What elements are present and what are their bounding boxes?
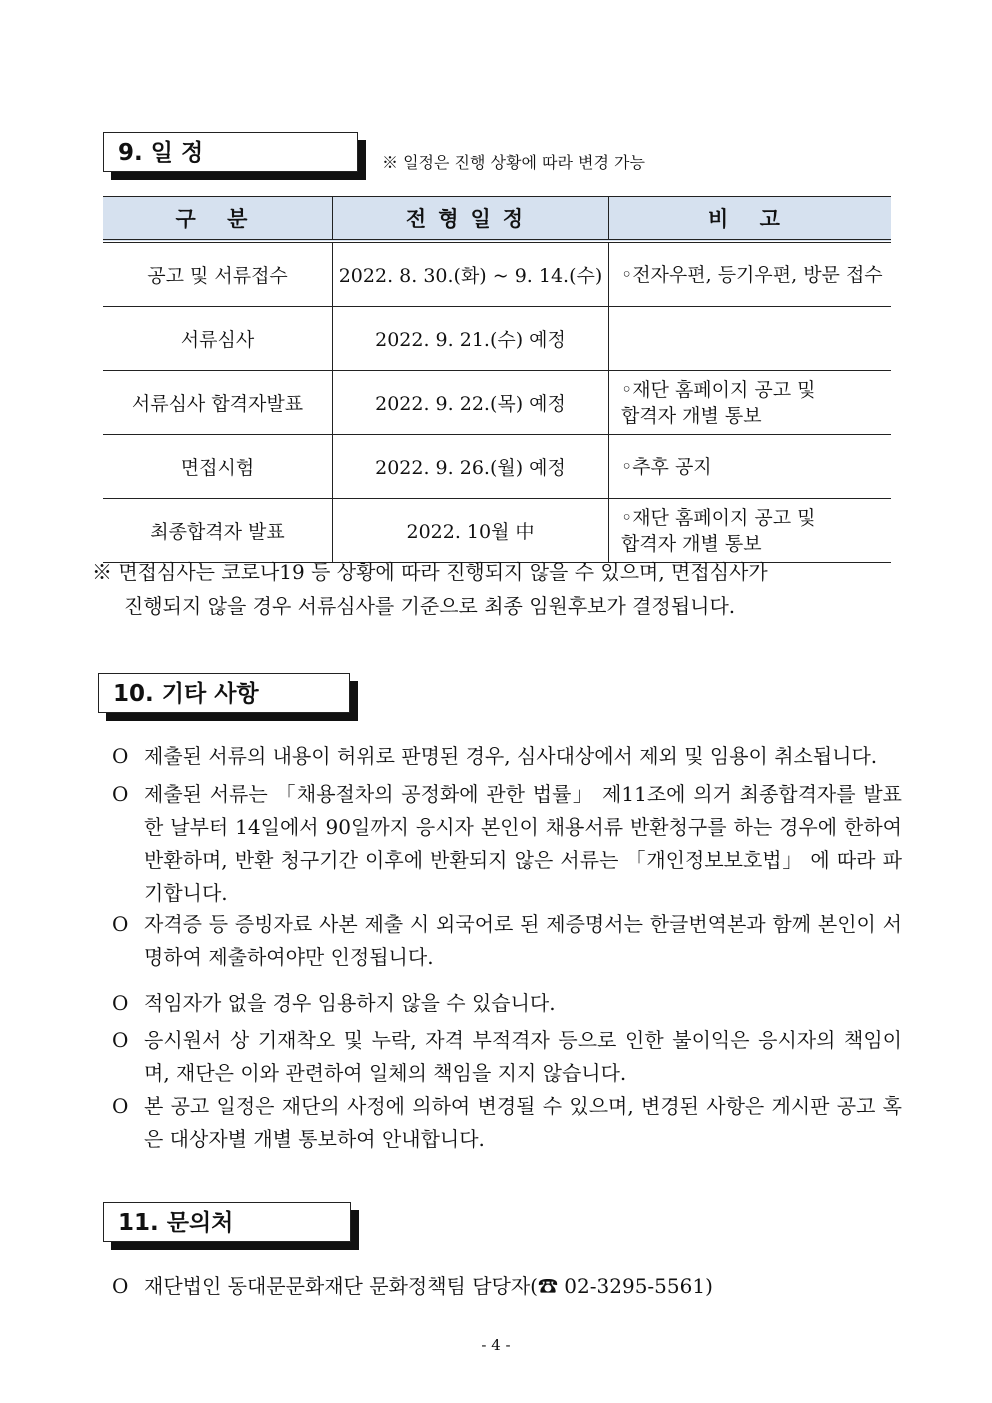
- row-category: 서류심사: [103, 307, 333, 371]
- footnote-line-1: ※ 면접심사는 코로나19 등 상황에 따라 진행되지 않을 수 있으며, 면접심사가: [92, 560, 768, 584]
- row-remarks: ◦재단 홈페이지 공고 및 합격자 개별 통보: [609, 499, 892, 563]
- bullet-icon: O: [112, 912, 129, 936]
- schedule-note: ※ 일정은 진행 상황에 따라 변경 가능: [382, 153, 645, 172]
- section-11-title: 11. 문의처: [103, 1202, 351, 1242]
- bullet-icon: O: [112, 782, 129, 806]
- table-row: [103, 435, 891, 499]
- row-category: 최종합격자 발표: [103, 499, 333, 563]
- row-remarks: ◦추후 공지: [609, 435, 892, 499]
- section-9-title: 9. 일 정: [103, 132, 358, 172]
- section-10-title: 10. 기타 사항: [98, 673, 350, 713]
- row-category: 공고 및 서류접수: [103, 241, 333, 307]
- table-row: [103, 307, 891, 371]
- row-schedule: 2022. 8. 30.(화) ~ 9. 14.(수): [333, 241, 609, 307]
- list-item: [112, 740, 902, 773]
- contact-text: 재단법인 동대문문화재단 문화정책팀 담당자(☎ 02-3295-5561): [144, 1274, 713, 1298]
- bullet-icon: O: [112, 1094, 129, 1118]
- page-number: - 4 -: [481, 1336, 511, 1354]
- row-schedule: 2022. 9. 22.(목) 예정: [333, 371, 609, 435]
- list-item-text: 본 공고 일정은 재단의 사정에 의하여 변경될 수 있으며, 변경된 사항은 게시판 공고 혹은 대상자별 개별 통보하여 안내합니다.: [144, 1094, 902, 1151]
- table-row: [103, 499, 891, 563]
- list-item: [112, 987, 902, 1020]
- table-row: [103, 241, 891, 307]
- list-item: [112, 1024, 902, 1090]
- schedule-table: [103, 196, 891, 563]
- table-row: [103, 371, 891, 435]
- footnote-line-2: 진행되지 않을 경우 서류심사를 기준으로 최종 임원후보가 결정됩니다.: [124, 594, 736, 618]
- header-category: 구 분: [103, 197, 333, 242]
- list-item: [112, 1090, 902, 1156]
- row-schedule: 2022. 9. 21.(수) 예정: [333, 307, 609, 371]
- row-category: 서류심사 합격자발표: [103, 371, 333, 435]
- row-schedule: 2022. 10월 中: [333, 499, 609, 563]
- row-remarks: [609, 307, 892, 371]
- list-item-text: 제출된 서류는 「채용절차의 공정화에 관한 법률」 제11조에 의거 최종합격자를 발표한 날부터 14일에서 90일까지 응시자 본인이 채용서류 반환청구를 하는 경우에 한하여 반환하며, 반환 청구기간 이후에 반환되지 않은 서류는 「개인정보보호법」 에 따라 파기합니다.: [144, 782, 902, 905]
- header-remarks: 비 고: [609, 197, 892, 242]
- row-remarks: ◦재단 홈페이지 공고 및 합격자 개별 통보: [609, 371, 892, 435]
- row-category: 면접시험: [103, 435, 333, 499]
- header-schedule: 전형일정: [333, 197, 609, 242]
- list-item-text: 제출된 서류의 내용이 허위로 판명된 경우, 심사대상에서 제외 및 임용이 취소됩니다.: [144, 744, 878, 768]
- list-item: [112, 908, 902, 974]
- bullet-icon: O: [112, 1028, 129, 1052]
- list-item-text: 응시원서 상 기재착오 및 누락, 자격 부적격자 등으로 인한 불이익은 응시자의 책임이며, 재단은 이와 관련하여 일체의 책임을 지지 않습니다.: [144, 1028, 902, 1085]
- contact-item: O 재단법인 동대문문화재단 문화정책팀 담당자(☎ 02-3295-5561): [112, 1274, 713, 1298]
- row-remarks: ◦전자우편, 등기우편, 방문 접수: [609, 241, 892, 307]
- bullet-icon: O: [112, 991, 129, 1015]
- list-item: [112, 778, 902, 910]
- bullet-icon: O: [112, 744, 129, 768]
- row-schedule: 2022. 9. 26.(월) 예정: [333, 435, 609, 499]
- list-item-text: 적임자가 없을 경우 임용하지 않을 수 있습니다.: [144, 991, 556, 1015]
- list-item-text: 자격증 등 증빙자료 사본 제출 시 외국어로 된 제증명서는 한글번역본과 함께 본인이 서명하여 제출하여야만 인정됩니다.: [144, 912, 902, 969]
